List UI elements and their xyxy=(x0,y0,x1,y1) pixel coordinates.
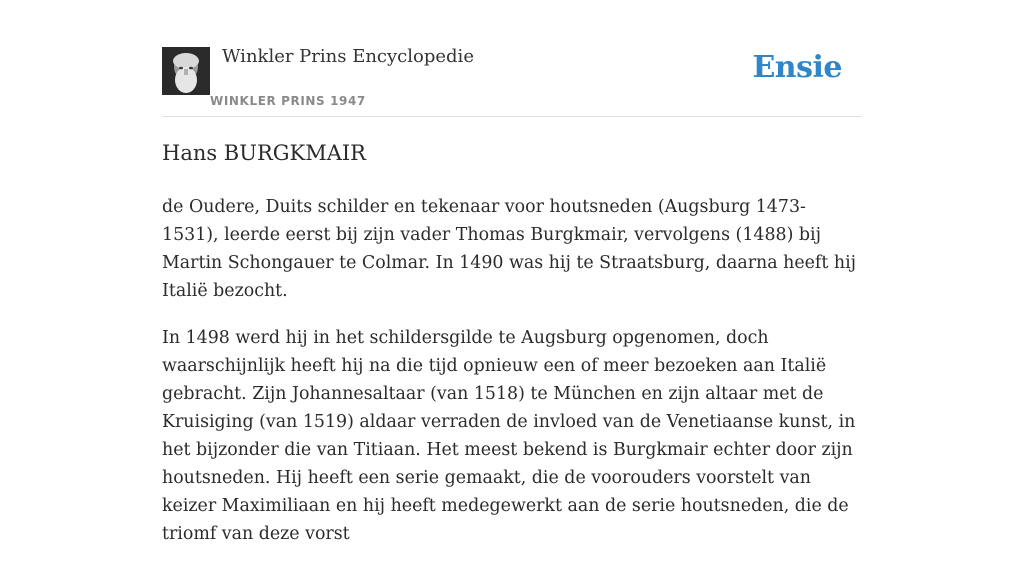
edition-label[interactable]: WINKLER PRINS 1947 xyxy=(210,94,366,108)
article-paragraph: In 1498 werd hij in het schildersgilde te Augsburg opgenomen, doch waarschijnlijk heeft hij na die tijd opnieuw een of meer bezoeken aan Italië gebracht. Zijn Johannesaltaar (van 1518) te München en zijn altaar met de Kruisiging (van 1519) aldaar verraden de invloed van de Venetiaanse kunst, in het bijzonder die van Titiaan. Het meest bekend is Burgkmair echter door zijn houtsneden. Hij heeft een serie gemaakt, die de voorouders voorstelt van keizer Maximiliaan en hij heeft medegewerkt aan de serie houtsneden, die de triomf van deze vorst xyxy=(162,328,856,544)
portrait-avatar-icon[interactable] xyxy=(162,47,210,95)
site-title-link[interactable]: Winkler Prins Encyclopedie xyxy=(222,46,474,67)
page xyxy=(162,0,862,544)
site-header xyxy=(162,0,862,117)
brand-logo[interactable]: Ensie xyxy=(752,50,842,85)
article-paragraph: de Oudere, Duits schilder en tekenaar voor houtsneden (Augsburg 1473-1531), leerde eerst bij zijn vader Thomas Burgkmair, vervolgens (1488) bij Martin Schongauer te Colmar. In 1490 was hij te Straatsburg, daarna heeft hij Italië bezocht. xyxy=(162,197,857,301)
article-title: Hans BURGKMAIR xyxy=(162,141,366,165)
article-body xyxy=(162,193,862,567)
